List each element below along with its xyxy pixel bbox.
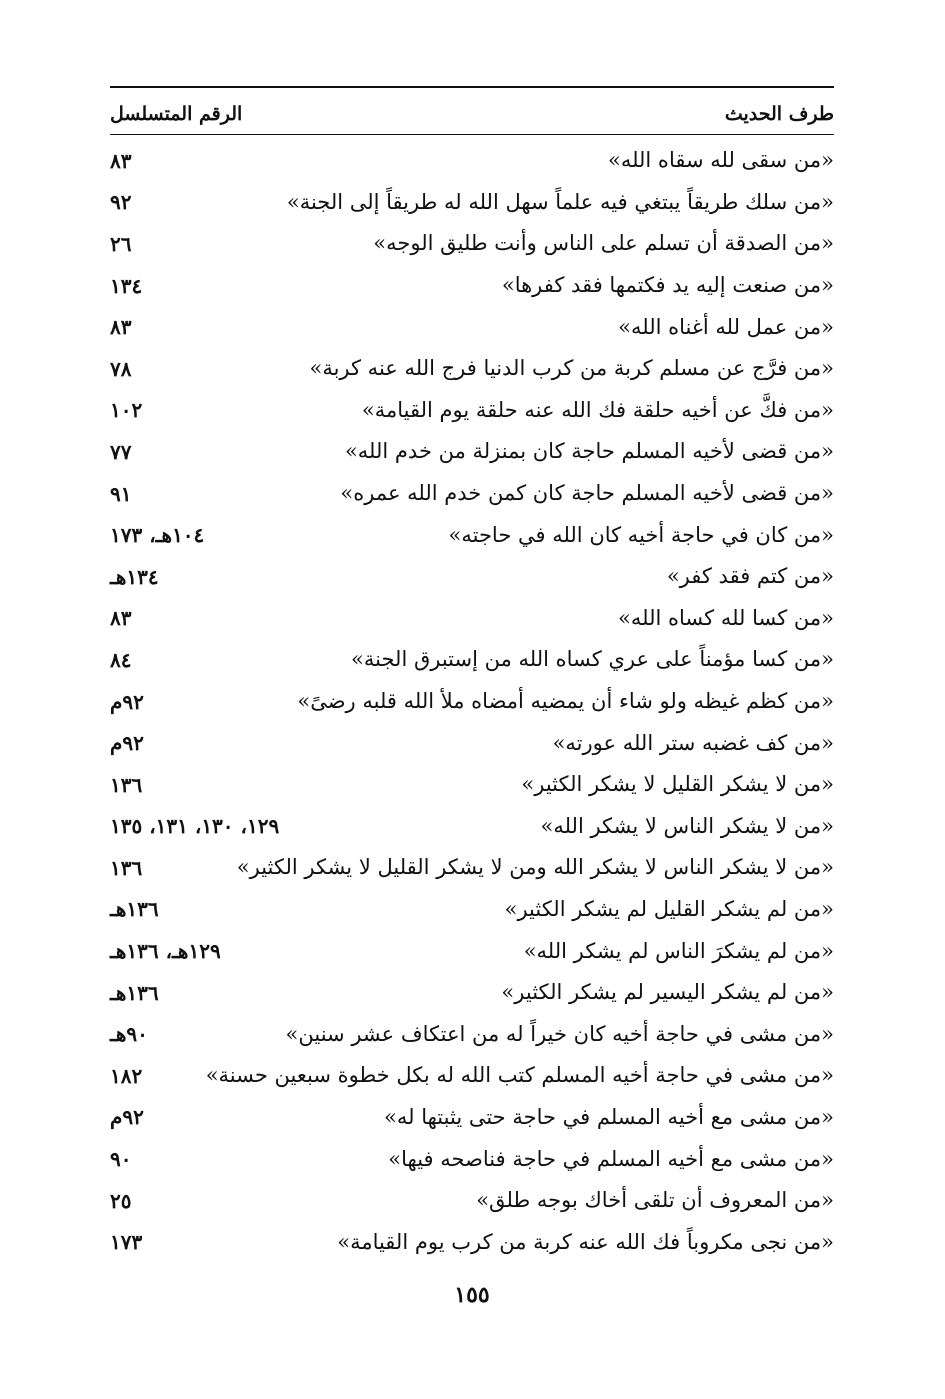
hadith-text: «من مشى مع أخيه المسلم في حاجة فناصحه فيها» [388, 1146, 834, 1171]
table-row [110, 764, 834, 806]
table-row [110, 639, 834, 681]
table-row [110, 1055, 834, 1097]
table-row [110, 390, 834, 432]
serial-number: ١٣٦هـ [110, 897, 159, 922]
serial-number: ٨٣ [110, 315, 132, 340]
hadith-text: «من لا يشكر الناس لا يشكر الله ومن لا يشكر القليل لا يشكر الكثير» [236, 855, 834, 880]
table-row [110, 265, 834, 307]
hadith-text: «من فرَّج عن مسلم كربة من كرب الدنيا فرج الله عنه كربة» [309, 356, 834, 381]
serial-number: ٩٢م [110, 1105, 144, 1130]
serial-number: ٢٦ [110, 231, 132, 256]
table-row [110, 930, 834, 972]
serial-number: ١٣٦ [110, 855, 143, 880]
table-row [110, 972, 834, 1014]
table-row [110, 556, 834, 598]
hadith-text: «من كسا لله كساه الله» [618, 605, 834, 630]
table-row [110, 1097, 834, 1139]
hadith-text: «من كتم فقد كفر» [666, 564, 834, 589]
serial-number: ٨٤ [110, 647, 132, 672]
index-page [110, 86, 834, 1376]
hadith-text: «من لم يشكر القليل لم يشكر الكثير» [504, 896, 834, 921]
table-row [110, 1180, 834, 1222]
hadith-text: «من المعروف أن تلقى أخاك بوجه طلق» [476, 1188, 834, 1213]
serial-number: ٩١ [110, 481, 132, 506]
table-row [110, 1221, 834, 1263]
serial-number: ١٢٩هـ، ١٣٦هـ [110, 939, 221, 964]
table-row [110, 598, 834, 640]
hadith-text: «من لا يشكر القليل لا يشكر الكثير» [521, 772, 834, 797]
hadith-text: «من الصدقة أن تسلم على الناس وأنت طليق الوجه» [373, 231, 834, 256]
table-row [110, 182, 834, 224]
table-row [110, 223, 834, 265]
serial-number: ٩٢م [110, 689, 144, 714]
serial-number: ١٣٦ [110, 772, 143, 797]
serial-number: ١٨٢ [110, 1063, 143, 1088]
serial-number: ٩٠هـ [110, 1022, 148, 1047]
hadith-text: «من لم يشكرَ الناس لم يشكر الله» [523, 938, 834, 963]
table-row [110, 889, 834, 931]
serial-number: ٧٨ [110, 356, 132, 381]
hadith-text: «من سلك طريقاً يبتغي فيه علماً سهل الله له طريقاً إلى الجنة» [286, 189, 834, 214]
serial-number: ٩٢ [110, 190, 132, 215]
table-row [110, 806, 834, 848]
serial-number: ٩٠ [110, 1147, 132, 1172]
table-row [110, 140, 834, 182]
hadith-column-header: طرف الحديث [724, 103, 834, 125]
hadith-text: «من مشى في حاجة أخيه كان خيراً له من اعتكاف عشر سنين» [285, 1021, 834, 1046]
table-row [110, 431, 834, 473]
serial-number: ١٣٤ [110, 273, 143, 298]
table-row [110, 847, 834, 889]
header-rule [110, 134, 834, 135]
hadith-text: «من عمل لله أغناه الله» [618, 314, 834, 339]
hadith-text: «من قضى لأخيه المسلم حاجة كان كمن خدم الله عمره» [340, 481, 834, 506]
serial-number: ١٣٤هـ [110, 564, 159, 589]
index-rows [110, 140, 834, 1263]
serial-number: ١٠٢ [110, 398, 143, 423]
serial-number: ٨٣ [110, 606, 132, 631]
hadith-text: «من كظم غيظه ولو شاء أن يمضيه أمضاه ملأ الله قلبه رضىً» [297, 689, 834, 714]
hadith-text: «من فكَّ عن أخيه حلقة فك الله عنه حلقة يوم القيامة» [361, 397, 834, 422]
hadith-text: «من قضى لأخيه المسلم حاجة كان بمنزلة من خدم الله» [344, 439, 834, 464]
hadith-text: «من مشى في حاجة أخيه المسلم كتب الله له بكل خطوة سبعين حسنة» [205, 1063, 834, 1088]
table-row [110, 1013, 834, 1055]
hadith-text: «من كسا مؤمناً على عري كساه الله من إستبرق الجنة» [351, 647, 834, 672]
serial-number: ٩٢م [110, 731, 144, 756]
serial-number: ١٠٤هـ، ١٧٣ [110, 523, 205, 548]
serial-number: ٧٧ [110, 439, 132, 464]
page-number: ١٥٥ [454, 1282, 490, 1308]
hadith-text: «من سقى لله سقاه الله» [607, 148, 834, 173]
table-row [110, 681, 834, 723]
number-column-header: الرقم المتسلسل [110, 103, 243, 125]
serial-number: ١٢٩، ١٣٠، ١٣١، ١٣٥ [110, 814, 280, 839]
table-row [110, 473, 834, 515]
hadith-text: «من لم يشكر اليسير لم يشكر الكثير» [501, 980, 834, 1005]
hadith-text: «من مشى مع أخيه المسلم في حاجة حتى يثبتها له» [384, 1104, 834, 1129]
hadith-text: «من صنعت إليه يد فكتمها فقد كفرها» [501, 273, 834, 298]
serial-number: ٢٥ [110, 1188, 132, 1213]
hadith-text: «من لا يشكر الناس لا يشكر الله» [540, 813, 834, 838]
serial-number: ١٧٣ [110, 1230, 143, 1255]
table-row [110, 514, 834, 556]
serial-number: ٨٣ [110, 148, 132, 173]
table-row [110, 306, 834, 348]
hadith-text: «من كف غضبه ستر الله عورته» [552, 730, 834, 755]
hadith-text: «من نجى مكروباً فك الله عنه كربة من كرب يوم القيامة» [337, 1229, 834, 1254]
table-row [110, 348, 834, 390]
table-header [110, 96, 834, 132]
top-rule [110, 86, 834, 88]
table-row [110, 722, 834, 764]
serial-number: ١٣٦هـ [110, 980, 159, 1005]
hadith-text: «من كان في حاجة أخيه كان الله في حاجته» [448, 522, 834, 547]
table-row [110, 1138, 834, 1180]
